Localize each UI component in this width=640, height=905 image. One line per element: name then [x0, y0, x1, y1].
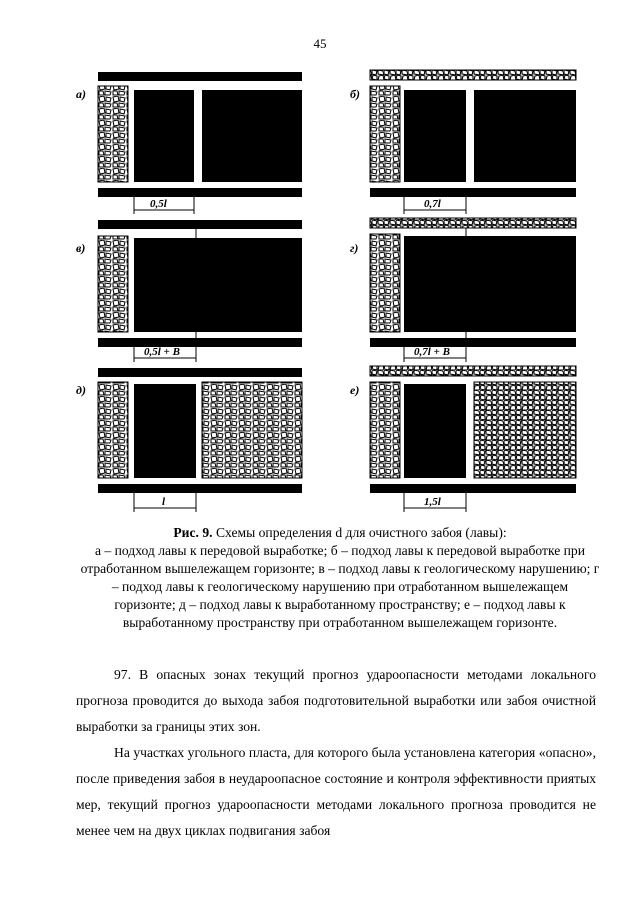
panel-g [350, 218, 576, 362]
caption-title: Схемы определения d для очистного забоя (лавы): [212, 525, 507, 540]
figure-caption [80, 524, 600, 632]
dimension-label-b: 0,7l [424, 198, 441, 210]
panel-label-e: е) [350, 383, 360, 397]
dimension-label-a: 0,5l [150, 198, 167, 210]
dimension-label-v: 0,5l + B [144, 346, 180, 358]
panel-v [76, 220, 302, 362]
panel-label-d: д) [76, 383, 86, 397]
dimension-label-e: 1,5l [424, 496, 441, 508]
page-number: 45 [313, 36, 327, 51]
panel-label-b: б) [350, 87, 360, 101]
panel-label-a: а) [76, 87, 86, 101]
panel-a [76, 72, 302, 214]
paragraph-97: 97. В опасных зонах текущий прогноз удароопасности методами локального прогноза проводится до выхода забоя подготовительной выработки или забоя очистной выработки за границы этих зон. [76, 667, 596, 734]
caption-body: а – подход лавы к передовой выработке; б – подход лавы к передовой выработке при отработанном вышележащем горизонте; в – подход лавы к геологическому нарушению; г – подход лавы к геологическому нарушению при отработанном вышележащем горизонте; д – подход лавы к выработанному пространству; е – подход лавы к выработанному пространству при отработанном вышележащем горизонте. [80, 543, 600, 630]
panel-label-v: в) [76, 241, 86, 255]
panel-e [350, 366, 576, 512]
panel-b [350, 70, 576, 214]
paragraph-next: На участках угольного пласта, для которого была установлена категория «опасно», после приведения забоя в неудароопасное состояние и контроля эффективности приятых мер, текущий прогноз удароопасности методами локального прогноза проводится не менее чем на двух циклах подвигания забоя [76, 745, 596, 838]
caption-prefix: Рис. 9. [173, 525, 213, 540]
panel-label-g: г) [350, 241, 359, 255]
dimension-label-d: l [162, 496, 166, 508]
dimension-label-g: 0,7l + B [414, 346, 450, 358]
panel-d [76, 368, 302, 512]
